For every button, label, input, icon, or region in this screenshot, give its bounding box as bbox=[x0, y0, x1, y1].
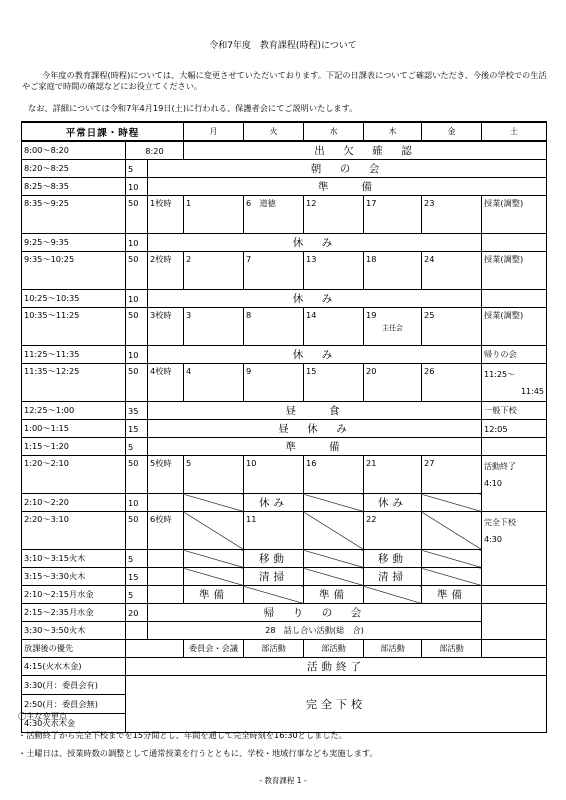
sat-cell bbox=[482, 290, 547, 308]
day-cell: 2 bbox=[184, 252, 244, 290]
time-cell: 10:35～11:25 bbox=[22, 308, 126, 346]
day-cell: 3 bbox=[184, 308, 244, 346]
header-wed: 水 bbox=[304, 122, 364, 141]
table-row bbox=[22, 178, 547, 196]
thu-cell: 清掃 bbox=[364, 568, 422, 586]
page-footer: - 教育課程 1 - bbox=[259, 776, 307, 785]
minutes-cell bbox=[126, 622, 148, 640]
minutes-cell: 35 bbox=[126, 402, 148, 420]
table-row bbox=[22, 640, 547, 658]
table-row bbox=[22, 196, 547, 234]
minutes-cell: 50 bbox=[126, 196, 148, 234]
minutes-cell: 10 bbox=[126, 290, 148, 308]
time-cell bbox=[22, 676, 126, 733]
day-cell: 26 bbox=[422, 364, 482, 402]
table-row bbox=[22, 586, 547, 604]
time-cell: 1:20～2:10 bbox=[22, 456, 126, 494]
time-cell: 9:35～10:25 bbox=[22, 252, 126, 290]
notes-heading: 〇主な変更点 bbox=[18, 711, 68, 721]
diagonal-cell bbox=[304, 494, 364, 512]
period-cell: 4校時 bbox=[148, 364, 184, 402]
time-cell: 1:00～1:15 bbox=[22, 420, 126, 438]
day-cell: 17 bbox=[364, 196, 422, 234]
table-header bbox=[22, 122, 547, 141]
day-cell: 12 bbox=[304, 196, 364, 234]
time-cell: 3:30～3:50火木 bbox=[22, 622, 126, 640]
intro-note: なお、詳細については令和7年4月19日(土)に行われる、保護者会にてご説明いたします。 bbox=[28, 103, 358, 113]
day-cell: 10 bbox=[244, 456, 304, 494]
minutes-cell: 15 bbox=[126, 568, 148, 586]
minutes-cell: 10 bbox=[126, 234, 148, 252]
period-cell: 1校時 bbox=[148, 196, 184, 234]
sat-line: 4:10 bbox=[484, 479, 502, 488]
diagonal-cell bbox=[422, 550, 482, 568]
sat-cell: 授業(調整) bbox=[482, 308, 547, 346]
time-cell: 8:20～8:25 bbox=[22, 160, 126, 178]
row-label: 休 み bbox=[148, 346, 482, 364]
day-cell: 18 bbox=[364, 252, 422, 290]
sat-line: 活動終了 bbox=[484, 462, 516, 471]
table-row bbox=[22, 550, 547, 568]
row-label: 準 備 bbox=[148, 178, 547, 196]
header-fri: 金 bbox=[422, 122, 482, 141]
mon-cell: 準備 bbox=[184, 586, 244, 604]
table-row bbox=[22, 420, 547, 438]
table-row bbox=[22, 512, 547, 550]
table-row bbox=[22, 438, 547, 456]
wed-cell: 準備 bbox=[304, 586, 364, 604]
time-cell: 3:15～3:30火木 bbox=[22, 568, 126, 586]
day-cell: 25 bbox=[422, 308, 482, 346]
minutes-cell: 50 bbox=[126, 456, 148, 494]
time-cell: 4:15(火水木金) bbox=[22, 658, 126, 676]
time-cell: 2:20～3:10 bbox=[22, 512, 126, 550]
day-cell: 6 道徳 bbox=[244, 196, 304, 234]
table-row bbox=[22, 364, 547, 402]
diagonal-cell bbox=[184, 494, 244, 512]
table-row bbox=[22, 346, 547, 364]
sat-cell: 帰りの会 bbox=[482, 346, 547, 364]
sat-line: 4:30 bbox=[484, 535, 502, 544]
sat-cell bbox=[482, 604, 547, 640]
sat-cell: 一般下校 bbox=[482, 402, 547, 420]
table-row bbox=[22, 658, 547, 676]
time-cell: 放課後の優先 bbox=[22, 640, 126, 658]
time-line: 2:50(月：委員会無) bbox=[22, 695, 125, 714]
after-school-cell: 部活動 bbox=[304, 640, 364, 658]
day-number: 19 bbox=[366, 310, 377, 320]
intro-paragraph: 今年度の教育課程(時程)については、大幅に変更させていただいております。下記の日課表についてご確認いただき、今後の学校での生活やご家庭で時間の確認などにお役立てください。 bbox=[22, 70, 547, 91]
diagonal-cell bbox=[184, 568, 244, 586]
day-cell: 16 bbox=[304, 456, 364, 494]
minutes-cell: 50 bbox=[126, 364, 148, 402]
diagonal-cell bbox=[184, 512, 244, 550]
table-row bbox=[22, 568, 547, 586]
sat-line: 11:25～ bbox=[484, 370, 516, 379]
day-cell: 4 bbox=[184, 364, 244, 402]
day-cell: 13 bbox=[304, 252, 364, 290]
diagonal-cell bbox=[422, 512, 482, 550]
time-cell: 3:10～3:15火木 bbox=[22, 550, 126, 568]
minutes-cell bbox=[126, 640, 184, 658]
row-label: 休 み bbox=[148, 234, 482, 252]
after-school-cell: 部活動 bbox=[244, 640, 304, 658]
time-cell: 1:15～1:20 bbox=[22, 438, 126, 456]
note-item: ・土曜日は、授業時数の調整として通常授業を行うとともに、学校・地域行事なども実施します。 bbox=[18, 748, 378, 758]
time-cell: 2:10～2:20 bbox=[22, 494, 126, 512]
time-line: 4:30火水木金 bbox=[24, 718, 76, 728]
time-cell: 2:10～2:15月水金 bbox=[22, 586, 126, 604]
minutes-cell: 8:20 bbox=[126, 141, 184, 160]
diagonal-cell bbox=[364, 586, 422, 604]
header-thu: 木 bbox=[364, 122, 422, 141]
day-cell bbox=[364, 308, 422, 346]
header-mon: 月 bbox=[184, 122, 244, 141]
day-cell: 21 bbox=[364, 456, 422, 494]
tue-cell: 清掃 bbox=[244, 568, 304, 586]
row-label: 休 み bbox=[148, 290, 482, 308]
after-school-cell: 部活動 bbox=[364, 640, 422, 658]
table-row bbox=[22, 252, 547, 290]
day-cell: 23 bbox=[422, 196, 482, 234]
minutes-cell: 15 bbox=[126, 420, 148, 438]
table-row bbox=[22, 402, 547, 420]
row-label: 昼 休 み bbox=[148, 420, 482, 438]
row-label: 完全下校 bbox=[126, 676, 547, 733]
sat-cell bbox=[482, 234, 547, 252]
time-cell: 11:35～12:25 bbox=[22, 364, 126, 402]
table-row bbox=[22, 622, 547, 640]
note-item: ・活動終了から完全下校までを15分間とし、年間を通して完全時刻を16:30としました。 bbox=[18, 730, 347, 740]
table-row bbox=[22, 308, 547, 346]
day-cell: 24 bbox=[422, 252, 482, 290]
time-cell: 2:15～2:35月水金 bbox=[22, 604, 126, 622]
row-label: 出 欠 確 認 bbox=[184, 141, 547, 160]
diagonal-cell bbox=[304, 568, 364, 586]
thu-cell: 移動 bbox=[364, 550, 422, 568]
minutes-cell: 20 bbox=[126, 604, 148, 622]
table-row bbox=[22, 494, 547, 512]
diagonal-cell bbox=[304, 512, 364, 550]
row-label: 昼 食 bbox=[148, 402, 482, 420]
period-cell: 6校時 bbox=[148, 512, 184, 550]
sat-cell bbox=[482, 456, 547, 512]
time-cell: 10:25～10:35 bbox=[22, 290, 126, 308]
day-cell: 20 bbox=[364, 364, 422, 402]
table-row bbox=[22, 604, 547, 622]
time-cell: 8:25～8:35 bbox=[22, 178, 126, 196]
minutes-cell: 10 bbox=[126, 178, 148, 196]
day-cell: 11 bbox=[244, 512, 304, 550]
diagonal-cell bbox=[304, 550, 364, 568]
row-label: 帰 り の 会 bbox=[148, 604, 482, 622]
minutes-cell: 10 bbox=[126, 346, 148, 364]
table-row bbox=[22, 676, 547, 733]
period-cell: 2校時 bbox=[148, 252, 184, 290]
sat-cell bbox=[482, 512, 547, 586]
period-cell bbox=[148, 586, 184, 604]
time-cell: 11:25～11:35 bbox=[22, 346, 126, 364]
time-cell: 8:35～9:25 bbox=[22, 196, 126, 234]
time-cell: 8:00～8:20 bbox=[22, 141, 126, 160]
minutes-cell: 10 bbox=[126, 494, 148, 512]
diagonal-cell bbox=[422, 568, 482, 586]
sat-cell: 授業(調整) bbox=[482, 252, 547, 290]
diagonal-cell bbox=[184, 550, 244, 568]
sat-cell bbox=[482, 364, 547, 402]
minutes-cell: 5 bbox=[126, 438, 148, 456]
table-row bbox=[22, 160, 547, 178]
table-row bbox=[22, 234, 547, 252]
day-cell: 8 bbox=[244, 308, 304, 346]
table-row bbox=[22, 141, 547, 160]
sat-cell bbox=[482, 640, 547, 658]
table-row bbox=[22, 456, 547, 494]
page-title: 令和7年度 教育課程(時程)について bbox=[209, 41, 357, 51]
minutes-cell: 50 bbox=[126, 252, 148, 290]
sat-cell bbox=[482, 586, 547, 604]
fri-cell: 準備 bbox=[422, 586, 482, 604]
meeting-note: 主任会 bbox=[382, 324, 403, 332]
after-school-cell: 部活動 bbox=[422, 640, 482, 658]
sat-line: 11:45 bbox=[520, 387, 544, 396]
minutes-cell: 5 bbox=[126, 160, 148, 178]
minutes-cell: 50 bbox=[126, 308, 148, 346]
period-cell: 5校時 bbox=[148, 456, 184, 494]
period-cell bbox=[148, 568, 184, 586]
day-cell: 14 bbox=[304, 308, 364, 346]
row-label: 活動終了 bbox=[126, 658, 547, 676]
tue-cell: 休み bbox=[244, 494, 304, 512]
minutes-cell: 5 bbox=[126, 586, 148, 604]
thu-cell: 休み bbox=[364, 494, 422, 512]
header-schedule: 平常日課・時程 bbox=[22, 122, 184, 141]
header-sat: 土 bbox=[482, 122, 547, 141]
schedule-table bbox=[21, 121, 547, 733]
time-cell: 9:25～9:35 bbox=[22, 234, 126, 252]
sat-cell bbox=[482, 438, 547, 456]
after-school-cell: 委員会・会議 bbox=[184, 640, 244, 658]
diagonal-cell bbox=[244, 586, 304, 604]
diagonal-cell bbox=[422, 494, 482, 512]
sat-cell: 授業(調整) bbox=[482, 196, 547, 234]
period-cell bbox=[148, 494, 184, 512]
day-cell: 15 bbox=[304, 364, 364, 402]
day-cell: 1 bbox=[184, 196, 244, 234]
sat-cell: 12:05 bbox=[482, 420, 547, 438]
row-label: 朝 の 会 bbox=[148, 160, 547, 178]
table-row bbox=[22, 290, 547, 308]
day-cell: 22 bbox=[364, 512, 422, 550]
period-cell bbox=[148, 550, 184, 568]
header-tue: 火 bbox=[244, 122, 304, 141]
minutes-cell: 5 bbox=[126, 550, 148, 568]
day-cell: 5 bbox=[184, 456, 244, 494]
day-cell: 27 bbox=[422, 456, 482, 494]
minutes-cell: 50 bbox=[126, 512, 148, 550]
period-cell: 3校時 bbox=[148, 308, 184, 346]
day-cell: 7 bbox=[244, 252, 304, 290]
time-cell: 12:25～1:00 bbox=[22, 402, 126, 420]
row-label: 準 備 bbox=[148, 438, 482, 456]
time-line: 3:30(月：委員会有) bbox=[22, 676, 125, 695]
row-label: 28 話し合い活動(総 合) bbox=[148, 622, 482, 640]
day-cell: 9 bbox=[244, 364, 304, 402]
tue-cell: 移動 bbox=[244, 550, 304, 568]
sat-line: 完全下校 bbox=[484, 518, 516, 527]
